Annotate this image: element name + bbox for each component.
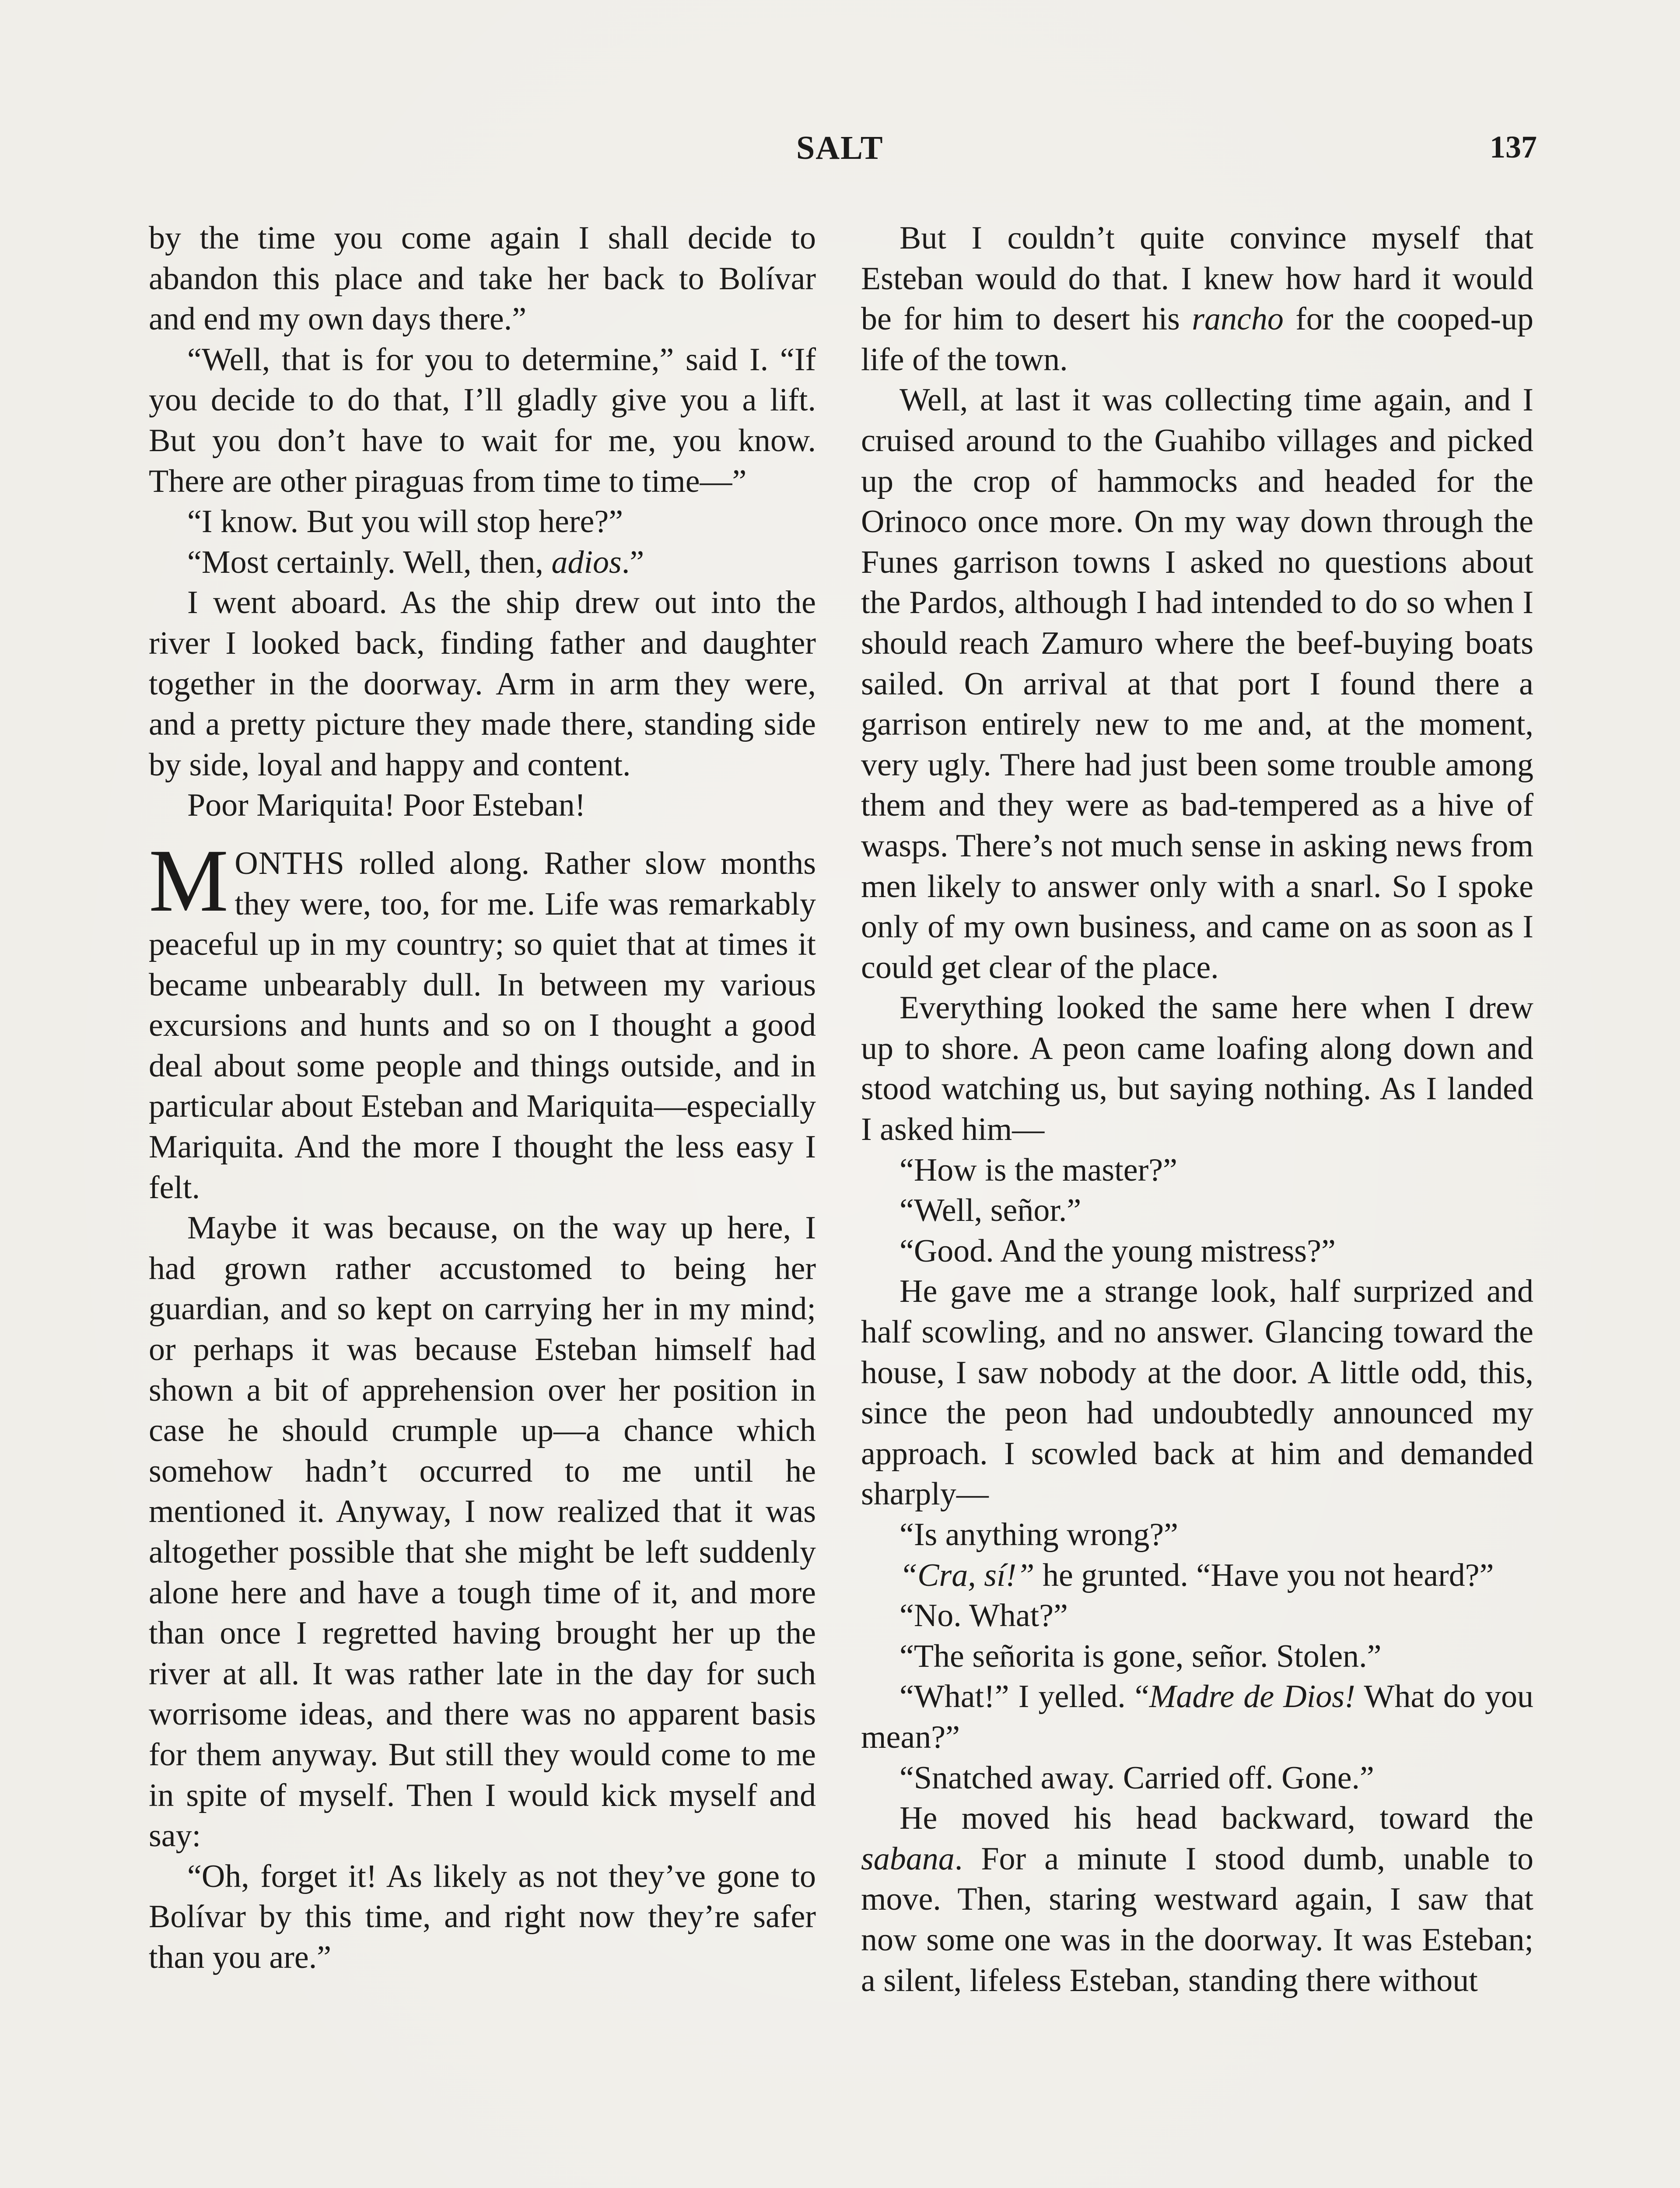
text-run: he grunted. “Have you not heard?” <box>1034 1557 1494 1593</box>
paragraph <box>861 218 1533 380</box>
italic-text: “Cra, sí!” <box>900 1557 1035 1593</box>
paragraph: “Is anything wrong?” <box>900 1517 1179 1553</box>
running-header-title: SALT <box>796 130 884 166</box>
paragraph: Maybe it was because, on the way up here, I had grown rather accustomed to being her guardian, and so kept on carrying her in my mind; or perhaps it was because Esteban himself had shown a bit of apprehension over her position in case he should crumple up—a chance which somehow hadn’t occurred to me until he mentioned it. Anyway, I now realized that it was altogether possible that she might be left suddenly alone here and have a tough time of it, and more than once I regretted having brought her up the river at all. It was rather late in the day for such worrisome ideas, and there was no apparent basis for them anyway. But still they would come to me in spite of myself. Then I would kick myself and say: <box>149 1210 816 1854</box>
italic-text: Madre de Dios! <box>1149 1679 1355 1715</box>
italic-text: adios <box>551 544 622 580</box>
paragraph: “Snatched away. Carried off. Gone.” <box>900 1760 1374 1796</box>
text-run: rolled along. Rather slow months they were, too, for me. Life was remarkably peaceful up in my country; so quiet that at times it became unbearably dull. In between my various excursions and hunts and so on I thought a good deal about some people and things outside, and in particular about Esteban and Mariquita—especially Mariquita. And the more I thought the less easy I felt. <box>149 845 816 1206</box>
paragraph: “Oh, forget it! As likely as not they’ve gone to Bolívar by this time, and right now they’re safer than you are.” <box>149 1858 816 1975</box>
paragraph: by the time you come again I shall decide to abandon this place and take her back to Bolívar and end my own days there.” <box>149 220 816 337</box>
paragraph: “Good. And the young mistress?” <box>900 1233 1336 1269</box>
paragraph: I went aboard. As the ship drew out into the river I looked back, finding father and daughter together in the doorway. Arm in arm they were, and a pretty picture they made there, standing side by side, loyal and happy and content. <box>149 585 816 783</box>
page-number: 137 <box>1490 130 1537 165</box>
paragraph: “Well, señor.” <box>900 1192 1082 1229</box>
paragraph <box>149 542 816 583</box>
text-run: What do you mean?” <box>861 1679 1533 1755</box>
italic-text: rancho <box>1192 301 1284 337</box>
text-run: “Most certainly. Well, then, <box>187 544 552 580</box>
text-run: for the cooped-up life of the town. <box>861 301 1534 378</box>
paragraph: “I know. But you will stop here?” <box>187 504 623 540</box>
text-run: .” <box>621 544 644 580</box>
text-run: He moved his head backward, toward the <box>900 1800 1533 1837</box>
drop-cap: M <box>149 831 229 930</box>
small-caps-lead: ONTHS <box>234 845 345 881</box>
paragraph: Everything looked the same here when I drew up to shore. A peon came loafing along down and stood watching us, but saying nothing. As I landed I asked him— <box>861 990 1533 1148</box>
paragraph <box>861 1676 1533 1757</box>
left-text-column <box>149 218 816 1978</box>
italic-text: sabana <box>861 1841 955 1877</box>
paragraph: “The señorita is gone, señor. Stolen.” <box>900 1638 1382 1674</box>
paragraph <box>861 1798 1533 2001</box>
paragraph: Well, at last it was collecting time again, and I cruised around to the Guahibo villages and picked up the crop of hammocks and headed for the Orinoco once more. On my way down through the Funes garrison towns I asked no questions about the Pardos, although I had intended to do so when I should reach Zamuro where the beef-buying boats sailed. On arrival at that port I found there a garrison entirely new to me and, at the moment, very ugly. There had just been some trouble among them and they were as bad-tempered as a hive of wasps. There’s not much sense in asking news from men likely to answer only with a snarl. So I spoke only of my own business, and came on as soon as I could get clear of the place. <box>861 382 1533 985</box>
text-run: But I couldn’t quite convince myself that Esteban would do that. I knew how hard it would be for him to desert <box>861 220 1533 337</box>
paragraph: “How is the master?” <box>900 1152 1177 1188</box>
section-opening-paragraph <box>149 831 816 1208</box>
paragraph: “No. What?” <box>900 1598 1068 1634</box>
paragraph: Poor Mariquita! Poor Esteban! <box>187 787 586 824</box>
text-run: . For a minute I stood dumb, unable to move. Then, staring westward again, I saw that now some one was in the doorway. It was Esteban; a silent, lifeless Esteban, standing there without <box>861 1841 1533 1999</box>
text-run: his <box>1142 301 1192 337</box>
right-text-column <box>861 218 1533 2001</box>
paragraph <box>861 1555 1533 1596</box>
paragraph: “Well, that is for you to determine,” said I. “If you decide to do that, I’ll gladly give you a lift. But you don’t have to wait for me, you know. There are other piraguas from time to time—” <box>149 341 816 499</box>
text-run: “What!” I yelled. “ <box>900 1679 1149 1715</box>
paragraph: He gave me a strange look, half surprized and half scowling, and no answer. Glancing toward the house, I saw nobody at the door. A little odd, this, since the peon had undoubtedly announced my approach. I scowled back at him and demanded sharply— <box>861 1273 1533 1512</box>
